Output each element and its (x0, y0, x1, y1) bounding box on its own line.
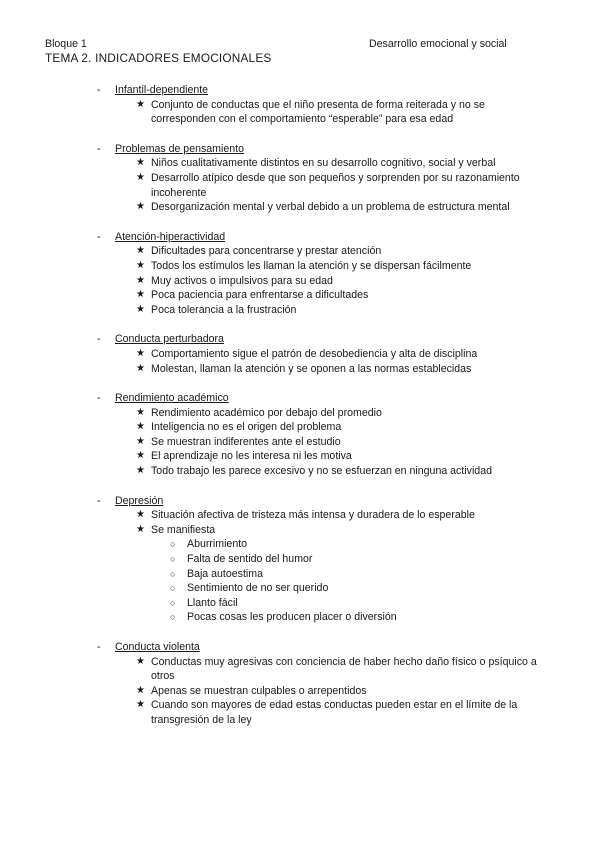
bullet-list (0, 244, 600, 317)
page-title: TEMA 2. INDICADORES EMOCIONALES (45, 51, 272, 65)
sub-list-item (0, 537, 600, 552)
list-item (0, 288, 600, 303)
outline (0, 83, 600, 743)
star-icon: ★ (136, 303, 145, 315)
sub-list-item (0, 596, 600, 611)
section (0, 142, 600, 215)
section-title: Conducta perturbadora (115, 333, 224, 346)
section-title: Depresión (115, 494, 164, 507)
section-title: Conducta violenta (115, 641, 200, 653)
section (0, 83, 600, 127)
star-icon: ★ (136, 406, 145, 418)
list-item (0, 406, 600, 421)
subitem-text: Falta de sentido del humor (187, 553, 313, 566)
bullet-list (0, 508, 600, 625)
section-heading (0, 83, 600, 98)
dash-bullet: - (97, 84, 101, 96)
subitem-text: Aburrimiento (187, 538, 248, 551)
section (0, 640, 600, 728)
header-right: Desarrollo emocional y social (369, 38, 507, 50)
sub-list-item (0, 567, 600, 582)
star-icon: ★ (136, 157, 145, 169)
bullet-list (0, 98, 600, 127)
item-text: Conductas muy agresivas con conciencia de haber hecho daño físico o psíquico a otros (151, 655, 537, 683)
star-icon: ★ (136, 347, 145, 359)
list-item (0, 435, 600, 450)
list-item (0, 523, 600, 538)
section (0, 494, 600, 625)
section-heading (0, 640, 600, 655)
item-text: Niños cualitativamente distintos en su desarrollo cognitivo, social y verbal (151, 157, 496, 170)
list-item (0, 244, 600, 259)
item-text: Apenas se muestran culpables o arrepentidos (151, 684, 367, 697)
list-item (0, 464, 600, 479)
circle-icon: ○ (170, 597, 176, 608)
header-left: Bloque 1 (45, 38, 87, 50)
item-text: Se manifiesta (151, 523, 216, 536)
star-icon: ★ (136, 259, 145, 271)
item-text: Comportamiento sigue el patrón de desobediencia y alta de disciplina (151, 347, 478, 360)
page-header (45, 37, 512, 51)
item-text: Molestan, llaman la atención y se oponen a las normas establecidas (151, 362, 472, 375)
sub-list-item (0, 552, 600, 567)
section (0, 391, 600, 479)
list-item (0, 347, 600, 362)
dash-bullet: - (97, 641, 101, 653)
list-item (0, 274, 600, 289)
section-heading (0, 142, 600, 157)
item-text: Todos los estímulos les llaman la atención y se dispersan fácilmente (151, 259, 472, 272)
star-icon: ★ (136, 171, 145, 183)
item-text: Inteligencia no es el origen del problema (151, 421, 342, 434)
circle-icon: ○ (170, 554, 176, 565)
star-icon: ★ (136, 465, 145, 477)
section-heading (0, 494, 600, 509)
list-item (0, 698, 600, 727)
section-heading (0, 230, 600, 245)
bullet-list (0, 347, 600, 376)
dash-bullet: - (97, 142, 101, 155)
star-icon: ★ (136, 362, 145, 374)
section-title: Rendimiento académico (115, 392, 229, 405)
star-icon: ★ (136, 245, 145, 257)
list-item (0, 684, 600, 699)
bullet-list (0, 156, 600, 214)
circle-icon: ○ (170, 539, 176, 550)
item-text: Dificultades para concentrarse y prestar atención (151, 245, 382, 258)
subitem-text: Llanto fácil (187, 596, 238, 609)
list-item (0, 98, 600, 127)
bullet-list (0, 655, 600, 728)
section-heading (0, 391, 600, 406)
list-item (0, 200, 600, 215)
star-icon: ★ (136, 699, 145, 711)
dash-bullet: - (97, 494, 101, 507)
section-title: Problemas de pensamiento (115, 142, 244, 155)
list-item (0, 171, 600, 200)
item-text: Situación afectiva de tristeza más intensa y duradera de lo esperable (151, 509, 475, 522)
star-icon: ★ (136, 523, 145, 535)
list-item (0, 303, 600, 318)
list-item (0, 259, 600, 274)
subitem-text: Baja autoestima (187, 567, 263, 580)
star-icon: ★ (136, 509, 145, 521)
item-text: Muy activos o impulsivos para su edad (151, 274, 333, 287)
star-icon: ★ (136, 684, 145, 696)
star-icon: ★ (136, 98, 145, 110)
star-icon: ★ (136, 655, 145, 667)
subitem-text: Sentimiento de no ser querido (187, 582, 329, 595)
sub-list-item (0, 581, 600, 596)
item-text: Conjunto de conductas que el niño presenta de forma reiterada y no se corresponden con el comportamiento “esperable” para esa edad (151, 98, 485, 126)
item-text: Todo trabajo les parece excesivo y no se esfuerzan en ninguna actividad (151, 465, 492, 478)
circle-icon: ○ (170, 583, 176, 594)
subitem-text: Pocas cosas les producen placer o diversión (187, 611, 397, 624)
star-icon: ★ (136, 289, 145, 301)
section (0, 230, 600, 318)
item-text: Se muestran indiferentes ante el estudio (151, 435, 341, 448)
item-text: Cuando son mayores de edad estas conductas pueden estar en el límite de la transgresión de la ley (151, 699, 518, 726)
list-item (0, 156, 600, 171)
star-icon: ★ (136, 201, 145, 213)
section-title: Infantil-dependiente (115, 84, 209, 96)
item-text: Desarrollo atípico desde que son pequeños y sorprenden por su razonamiento incoherente (151, 171, 520, 199)
item-text: Rendimiento académico por debajo del promedio (151, 406, 382, 419)
section-heading (0, 332, 600, 347)
bullet-list (0, 406, 600, 479)
list-item (0, 362, 600, 377)
dash-bullet: - (97, 230, 101, 243)
star-icon: ★ (136, 421, 145, 433)
sub-list-item (0, 610, 600, 625)
circle-icon: ○ (170, 612, 176, 623)
star-icon: ★ (136, 450, 145, 462)
dash-bullet: - (97, 333, 101, 346)
section-title: Atención-hiperactividad (115, 230, 226, 243)
item-text: Desorganización mental y verbal debido a un problema de estructura mental (151, 201, 510, 214)
star-icon: ★ (136, 274, 145, 286)
star-icon: ★ (136, 435, 145, 447)
list-item (0, 508, 600, 523)
list-item (0, 449, 600, 464)
section (0, 332, 600, 376)
circle-icon: ○ (170, 568, 176, 579)
list-item (0, 420, 600, 435)
item-text: El aprendizaje no les interesa ni les motiva (151, 450, 352, 463)
item-text: Poca tolerancia a la frustración (151, 303, 297, 316)
item-text: Poca paciencia para enfrentarse a dificultades (151, 289, 369, 302)
dash-bullet: - (97, 392, 101, 405)
list-item (0, 655, 600, 684)
